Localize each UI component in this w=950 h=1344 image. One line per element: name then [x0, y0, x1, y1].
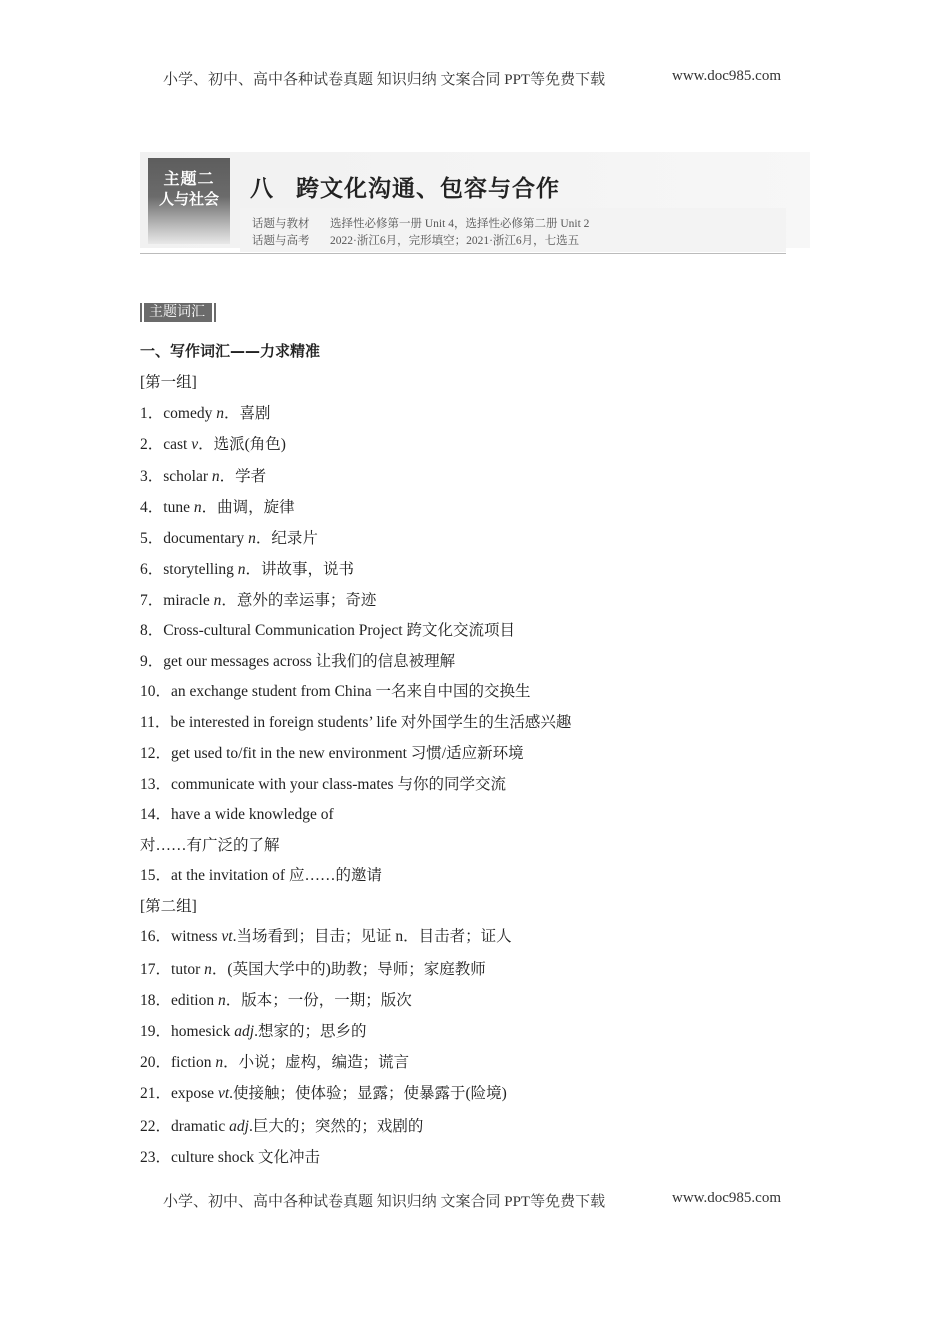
vocab-meaning: ．纪录片 [255, 530, 318, 547]
banner-title [250, 170, 560, 203]
vocab-num: 14． [140, 806, 172, 823]
vocab-meaning: ．版本；一份，一期；版次 [225, 992, 412, 1009]
vocab-term: edition [171, 992, 218, 1009]
header-url: www.doc985.com [672, 68, 782, 84]
vocab-term: have a wide knowledge of [171, 806, 334, 823]
vocab-term: tutor [171, 961, 205, 978]
vocab-meaning: 让我们的信息被理解 [315, 653, 456, 670]
vocab-item [140, 924, 512, 946]
vocab-num: 4． [140, 499, 164, 516]
banner-subinfo: 话题与教材 选择性必修第一册 Unit 4，选择性必修第二册 Unit 2 话题与高考 2022·浙江6月，完形填空；2021·浙江6月，七选五 [240, 208, 786, 252]
vocab-term: culture shock [171, 1149, 258, 1166]
vocab-meaning: ．(英国大学中的)助教；导师；家庭教师 [211, 961, 486, 978]
vocab-item [140, 588, 376, 610]
vocab-pos: n [216, 405, 224, 422]
vocab-meaning: 应……的邀请 [288, 867, 382, 884]
group-label: [第一组] [140, 374, 197, 391]
vocab-meaning: .使接触；使体验；显露；使暴露于(险境) [229, 1085, 507, 1102]
vocab-item [140, 741, 524, 763]
vocab-item [140, 432, 286, 454]
vocab-item [140, 1050, 409, 1072]
vocab-meaning: ．曲调，旋律 [201, 499, 295, 516]
vocab-term: get our messages across [163, 653, 316, 670]
vocab-num: 6． [140, 561, 164, 578]
vocab-num: 20． [140, 1054, 172, 1071]
vocab-num: 10． [140, 683, 172, 700]
vocab-meaning: 习惯/适应新环境 [410, 745, 524, 762]
vocab-item [140, 1145, 320, 1167]
vocab-item [140, 618, 515, 640]
vocab-num: 22． [140, 1118, 172, 1135]
vocab-item [140, 1019, 367, 1041]
vocab-term: get used to/fit in the new environment [171, 745, 411, 762]
vocab-term: dramatic [171, 1118, 230, 1135]
vocab-term: documentary [163, 530, 249, 547]
vocab-num: 17． [140, 961, 172, 978]
vocab-num: 21． [140, 1085, 172, 1102]
vocab-meaning: .当场看到；目击；见证 n．目击者；证人 [232, 928, 512, 945]
vocab-item [140, 802, 334, 824]
vocab-pos: n [204, 961, 212, 978]
group-label: [第二组] [140, 898, 197, 915]
vocab-meaning: ．小说；虚构，编造；谎言 [223, 1054, 410, 1071]
vocab-pos: n [211, 468, 220, 485]
vocab-meaning: ．喜剧 [223, 405, 271, 422]
vocab-term: scholar [163, 468, 212, 485]
vocab-term: at the invitation of [171, 867, 289, 884]
vocab-item [140, 526, 318, 548]
vocab-term: miracle [163, 592, 214, 609]
banner-title-text: 跨文化沟通、包容与合作 [296, 176, 560, 202]
vocab-item [140, 557, 354, 579]
vocab-item [140, 710, 571, 732]
vocab-pos: adj [229, 1118, 249, 1135]
vocab-num: 3． [140, 468, 164, 485]
vocab-pos: n [193, 499, 202, 516]
vocab-item [140, 988, 412, 1010]
vocab-meaning: 跨文化交流项目 [406, 622, 516, 639]
vocab-meaning: .想家的；思乡的 [254, 1023, 367, 1040]
vocab-item [140, 401, 270, 423]
vocab-meaning: ．学者 [219, 468, 267, 485]
vocab-item [140, 679, 530, 701]
vocab-num: 1． [140, 405, 164, 422]
vocab-item [140, 957, 486, 979]
section-tag: 主题词汇 [140, 303, 212, 322]
vocab-pos: n [248, 530, 256, 547]
vocab-item [140, 1081, 507, 1103]
vocab-num: 13． [140, 776, 172, 793]
vocab-term: fiction [171, 1054, 216, 1071]
vocab-term: an exchange student from China [171, 683, 376, 700]
vocab-num: 2． [140, 436, 164, 453]
vocab-pos: n [217, 992, 226, 1009]
vocab-term: tune [163, 499, 194, 516]
vocab-meaning: ．意外的幸运事；奇迹 [221, 592, 377, 609]
footer-url: www.doc985.com [672, 1190, 782, 1206]
vocab-item [140, 1114, 423, 1136]
vocab-term: expose [171, 1085, 218, 1102]
vocab-term: communicate with your class-mates [171, 776, 398, 793]
vocab-item [140, 464, 266, 486]
vocab-num: 18． [140, 992, 172, 1009]
vocab-meaning: 与你的同学交流 [397, 776, 506, 793]
vocab-term: Cross-cultural Communication Project [163, 622, 407, 639]
banner-number: 八 [250, 176, 274, 202]
vocab-pos: vt [221, 928, 233, 945]
vocab-num: 9． [140, 653, 164, 670]
vocab-pos: v [191, 436, 199, 453]
vocab-num: 16． [140, 928, 172, 945]
vocab-num: 12． [140, 745, 172, 762]
vocab-meaning: ．选派(角色) [198, 436, 286, 453]
banner-divider [140, 253, 786, 254]
topic-badge: 主题二 人与社会 [148, 158, 230, 244]
vocab-pos: adj [234, 1023, 255, 1040]
section-title: 一、写作词汇——力求精准 [140, 342, 321, 360]
vocab-pos: n [213, 592, 222, 609]
vocab-item [140, 495, 295, 517]
vocab-num: 19． [140, 1023, 172, 1040]
vocab-num: 8． [140, 622, 164, 639]
vocab-meaning: ．讲故事，说书 [245, 561, 355, 578]
vocab-meaning: 对……有广泛的了解 [140, 837, 280, 854]
topic-banner [140, 152, 810, 256]
vocab-item [140, 772, 506, 794]
vocab-item [140, 649, 455, 671]
vocab-num: 5． [140, 530, 164, 547]
vocab-term: be interested in foreign students’ life [170, 714, 401, 731]
header-text: 小学、初中、高中各种试卷真题 知识归纳 文案合同 PPT等免费下载 [163, 72, 606, 88]
vocab-term: storytelling [163, 561, 238, 578]
vocab-num: 23． [140, 1149, 172, 1166]
vocab-num: 11． [140, 714, 171, 731]
vocab-num: 7． [140, 592, 164, 609]
vocab-item [140, 863, 382, 885]
vocab-pos: n [237, 561, 246, 578]
vocab-pos: vt [217, 1085, 230, 1102]
vocab-meaning: 文化冲击 [257, 1149, 320, 1166]
vocab-term: witness [171, 928, 222, 945]
vocab-num: 15． [140, 867, 172, 884]
vocab-meaning: .巨大的；突然的；戏剧的 [248, 1118, 424, 1135]
vocab-meaning: 一名来自中国的交换生 [375, 683, 531, 700]
vocab-meaning: 对外国学生的生活感兴趣 [400, 714, 572, 731]
footer-text: 小学、初中、高中各种试卷真题 知识归纳 文案合同 PPT等免费下载 [163, 1194, 606, 1210]
vocab-item [140, 833, 280, 855]
vocab-term: comedy [163, 405, 217, 422]
vocab-pos: n [215, 1054, 224, 1071]
vocab-term: homesick [171, 1023, 235, 1040]
vocab-term: cast [163, 436, 192, 453]
